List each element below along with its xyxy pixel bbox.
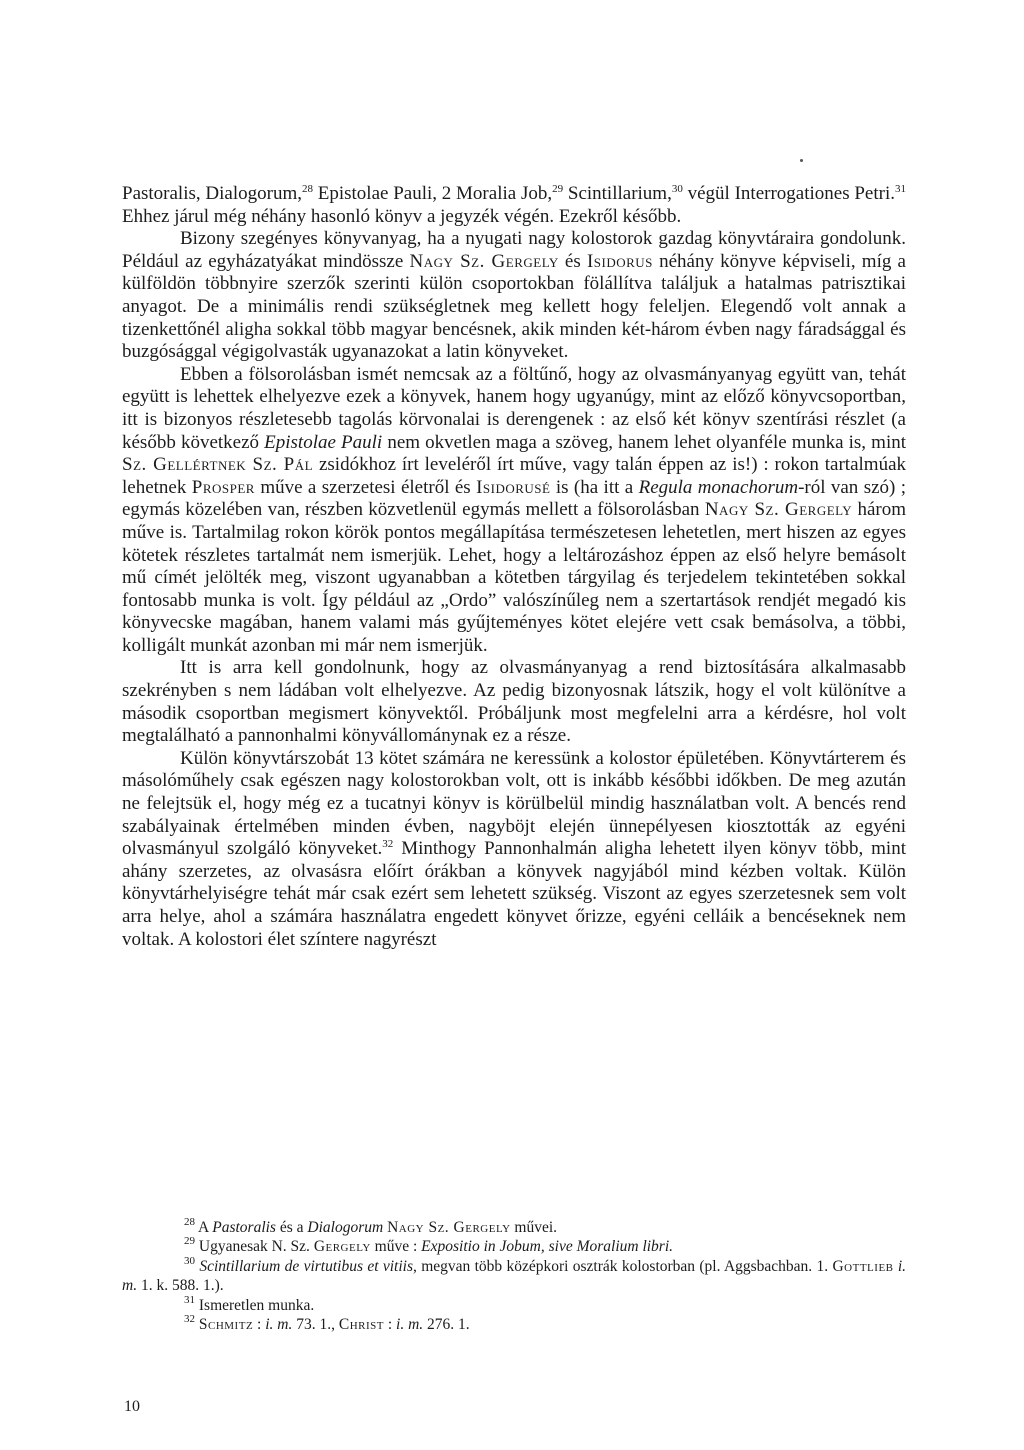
italic-title: i. m. <box>396 1316 424 1334</box>
text-run: Bizony szegényes könyvanyag, ha a nyugati nagy kolostorok gazdag könyvtáraira gondolunk. Például az egyházatyákat mindössze <box>122 228 906 272</box>
page-number: 10 <box>124 1398 140 1415</box>
text-run: Ebben a fölsorolásban ismét nemcsak az a föltűnő, hogy az olvasmányanyag együtt van, tehát együtt is lehettek elhelyezve ezek a könyvek, hanem hogy ugyanúgy, mint az előző könyvcsoportban, itt is bizonyos részletesebb tagolás körvonalai is derengenek : az első két könyv szentírási részlet (a később következő <box>122 363 906 453</box>
body-text <box>122 183 906 951</box>
footnote-marker: 31 <box>895 183 906 195</box>
text-run: műve a szerzetesi életről és <box>254 476 477 498</box>
text-run: -ról van szó) ; egymás közelében van, részben közvetlenül egymás mellett a fölsorolásban <box>122 476 907 521</box>
text-run: : <box>253 1316 266 1334</box>
footnote-marker: 28 <box>301 183 313 195</box>
text-run: Ismeretlen munka. <box>195 1296 315 1314</box>
text-run: Scintillarium, <box>563 183 672 204</box>
italic-title: Expositio in Jobum, sive Moralium libri. <box>421 1238 674 1256</box>
italic-title: i. m. <box>122 1257 907 1295</box>
author-name: Isidorus <box>586 250 653 272</box>
text-run: és <box>558 250 587 272</box>
footnote-marker: 30 <box>671 183 683 195</box>
author-name: Nagy Sz. Gergely <box>409 250 559 272</box>
author-name: Nagy Sz. Gergely <box>704 499 853 521</box>
text-run: műve : <box>370 1238 422 1256</box>
footnote-28 <box>122 1218 906 1237</box>
paragraph-1 <box>122 183 906 228</box>
footnote-32 <box>122 1315 906 1334</box>
text-run: művei. <box>510 1219 558 1236</box>
italic-title: Dialogorum <box>307 1219 384 1236</box>
text-run: is (ha itt a <box>550 476 639 498</box>
footnote-30 <box>122 1254 907 1296</box>
text-run: A <box>195 1219 213 1236</box>
paragraph-4 <box>122 657 906 747</box>
paragraph-3 <box>122 364 906 658</box>
author-name: Sz. Gellértnek Sz. Pál <box>122 454 314 476</box>
text-run: Epistolae Pauli, 2 Moralia Job, <box>312 183 553 204</box>
footnote-31 <box>122 1293 906 1315</box>
text-run: Itt is arra kell gondolnunk, hogy az olvasmányanyag a rend biztosítására alkalmasabb szekrényben s nem ládában volt elhelyezve. Az pedig bizonyosnak látszik, hogy el volt különítve a második csoportban megismert könyvektől. Próbáljunk most megfelelni arra a kérdésre, hol volt megtalálható a pannonhalmi könyvállománynak ez a része. <box>122 657 906 747</box>
text-run: 276. 1. <box>423 1316 470 1334</box>
italic-title: i. m. <box>265 1316 293 1334</box>
author-name: Nagy Sz. Gergely <box>387 1219 511 1236</box>
print-speck <box>800 159 803 162</box>
text-run: három műve is. Tartalmilag rokon körök pontos megállapítása természetesen lehetetlen, mert hiszen az egyes kötetek részletes tartalmát nem ismerjük. Lehet, hogy a leltározáshoz éppen az első helyre bemásolt mű címét jelölték meg, viszont ugyanabban a kötetben tárgyilag és terjedelem tekintetében sokkal fontosabb munka is volt. Így például az „Ordo” valószínűleg nem a szertartások rendjét megadó kis könyvecske magában, hanem valami más gyűjteményes kötet elejére vett csak bemásolva, a többi, kolligált munkát azonban mi már nem ismerjük. <box>122 499 906 656</box>
text-run: Ehhez járul még néhány hasonló könyv a jegyzék végén. Ezekről később. <box>122 205 682 227</box>
footnote-marker: 32 <box>382 838 394 851</box>
text-run: zsidókhoz írt leveléről írt műve, vagy talán éppen az is!) : rokon tartalmúak lehetnek <box>122 454 907 498</box>
footnote-marker: 31 <box>184 1293 195 1306</box>
footnote-marker: 29 <box>552 183 564 195</box>
footnote-marker: 30 <box>184 1254 195 1267</box>
italic-title: Pastoralis <box>212 1219 276 1236</box>
author-name: Prosper <box>191 476 255 498</box>
author-name: Christ <box>338 1316 384 1334</box>
text-run: 1. k. 588. 1.). <box>137 1277 224 1295</box>
footnote-29 <box>122 1237 906 1256</box>
footnotes <box>122 1218 906 1334</box>
author-name: Gottlieb <box>832 1257 894 1275</box>
text-run: végül Interrogationes Petri. <box>682 183 895 204</box>
italic-title: Regula monachorum <box>638 476 799 498</box>
author-name: Isidorusé <box>476 476 551 498</box>
text-run: 73. 1., <box>292 1316 339 1334</box>
text-run: Külön könyvtárszobát 13 kötet számára ne keressünk a kolostor épületében. Könyvtárterem és másolóműhely csak egészen nagy kolostorokban volt, ott is inkább későbbi időkben. De meg azután ne felejtsük el, hogy még ez a tucatnyi könyv is körülbelül mindig használatban volt. A bencés rend szabályainak értelmében minden évben, nagyböjt elején ünnepélyesen kiosztották az egyéni olvasmányul szolgáló könyveket. <box>122 747 906 860</box>
footnote-marker: 28 <box>184 1216 195 1228</box>
footnote-marker: 32 <box>184 1313 195 1326</box>
text-run: Minthogy Pannonhalmán aligha lehetett ilyen könyv több, mint ahány szerzetes, az olvasásra előírt órákban a könyvek nagyjából mind kézben voltak. Külön könyvtárhelyiségre tehát már csak ezért sem lehetett szükség. Viszont az egyes szerzetesnek sem volt arra helye, ahol a számára használatra engedett könyvet őrizze, egyéni celláik a bencéseknek nem voltak. A kolostori élet színtere nagyrészt <box>122 838 906 950</box>
author-name: Gergely <box>313 1238 371 1256</box>
paragraph-2 <box>122 228 906 364</box>
text-run: nem okvetlen maga a szöveg, hanem lehet olyanféle munka is, mint <box>382 431 907 453</box>
italic-title: Scintillarium de virtutibus et vitiis <box>199 1257 413 1275</box>
text-run: Ugyanesak N. Sz. <box>195 1238 314 1256</box>
author-name: Schmitz <box>198 1316 254 1334</box>
text-run: : <box>383 1316 397 1334</box>
italic-title: Epistolae Pauli <box>264 431 383 453</box>
text-run: , megvan több középkori osztrák kolostorban (pl. Aggsbachban. 1. <box>412 1257 833 1275</box>
footnote-marker: 29 <box>184 1235 195 1248</box>
text-run: Pastoralis, Dialogorum, <box>122 183 302 204</box>
paragraph-5 <box>122 748 906 951</box>
text-run: néhány könyve képviseli, míg a külföldön többnyire szerzők szerinti külön csoportokban fölállítva találjuk a hatalmas patrisztikai anyagot. De a minimális rendi szükségletnek meg kellett hogy feleljen. Elegendő volt annak a tizenkettőnél aligha sokkal több magyar bencésnek, akik minden két-három évben nagy fáradsággal és buzgósággal végigolvasták ugyanazokat a latin könyveket. <box>122 250 906 363</box>
text-run: és a <box>275 1219 308 1236</box>
